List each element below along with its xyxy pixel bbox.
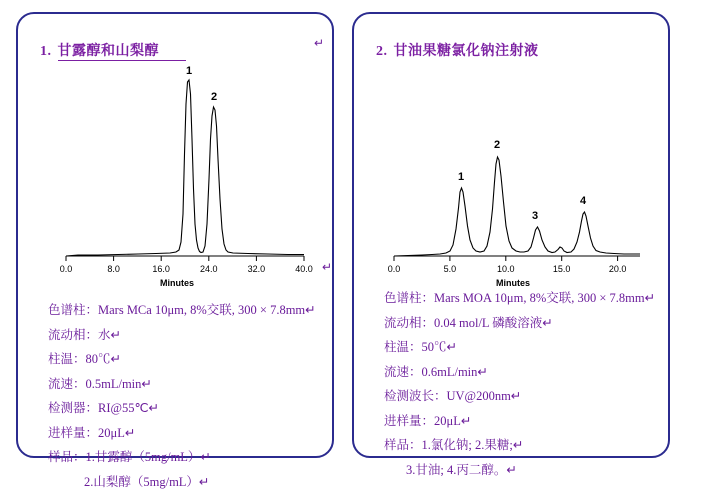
svg-text:2: 2 xyxy=(210,91,218,103)
paragraph-mark-2: ↵ xyxy=(322,260,333,274)
spec-sample-2-2: 3.甘油; 4.丙二醇。↵ xyxy=(406,462,517,477)
panel-title-1 xyxy=(40,40,159,60)
panel-title-text-2: 甘油果糖氯化钠注射液 xyxy=(393,44,539,59)
spec-column-1: 色谱柱：Mars MCa 10μm, 8%交联, 300 × 7.8mm↵ xyxy=(48,303,316,317)
spec-detector-1: 检测器：RI@55℃↵ xyxy=(48,401,160,415)
spec-sample-2: 样品：1.氯化钠; 2.果糖;↵ xyxy=(384,438,524,452)
spec-sample-2-1: 2.山梨醇（5mg/mL）↵ xyxy=(84,474,210,489)
paragraph-mark-1: ↵ xyxy=(314,36,325,50)
chromatogram-1 xyxy=(38,64,316,288)
chart-xlabel-1: Minutes xyxy=(159,278,194,288)
svg-text:0.0: 0.0 xyxy=(59,264,73,274)
chart-xlabel-2: Minutes xyxy=(495,278,530,288)
spec-mobile-phase-1: 流动相：水↵ xyxy=(48,327,121,342)
svg-text:32.0: 32.0 xyxy=(247,264,266,274)
chromatogram-2 xyxy=(374,64,652,288)
panel-title-2 xyxy=(376,40,539,60)
spec-mobile-phase-2: 流动相：0.04 mol/L 磷酸溶液↵ xyxy=(384,315,553,330)
spec-list-2 xyxy=(384,292,655,486)
spec-injection-2: 进样量：20μL↵ xyxy=(384,413,472,428)
svg-text:20.0: 20.0 xyxy=(608,264,627,274)
svg-text:0.0: 0.0 xyxy=(387,264,401,274)
spec-injection-1: 进样量：20μL↵ xyxy=(48,425,136,440)
panel-glycerol-fructose xyxy=(352,12,670,477)
svg-text:3: 3 xyxy=(531,210,539,222)
spec-column-temp-1: 柱温：80℃↵ xyxy=(48,352,121,366)
svg-text:40.0: 40.0 xyxy=(295,264,313,274)
spec-sample-1: 样品：1.甘露醇（5mg/mL）↵ xyxy=(48,450,211,464)
panel-number-1: 1. xyxy=(40,44,52,59)
svg-text:4: 4 xyxy=(579,195,587,207)
panel-mannitol-sorbitol xyxy=(16,12,334,489)
spec-detection-wavelength-2: 检测波长：UV@200nm↵ xyxy=(384,389,522,403)
svg-text:2: 2 xyxy=(493,139,501,151)
svg-text:24.0: 24.0 xyxy=(200,264,218,274)
svg-text:10.0: 10.0 xyxy=(497,264,515,274)
panel-number-2: 2. xyxy=(376,44,388,59)
spec-flow-rate-1: 流速：0.5mL/min↵ xyxy=(48,376,152,391)
title-underline-1 xyxy=(58,60,186,61)
panel-title-text-1: 甘露醇和山梨醇 xyxy=(57,44,159,59)
svg-text:16.0: 16.0 xyxy=(152,264,170,274)
svg-text:5.0: 5.0 xyxy=(443,264,457,274)
spec-column-temp-2: 柱温：50℃↵ xyxy=(384,340,457,354)
spec-column-2: 色谱柱：Mars MOA 10μm, 8%交联, 300 × 7.8mm↵ xyxy=(384,291,656,305)
spec-list-1 xyxy=(48,304,316,498)
svg-text:1: 1 xyxy=(185,65,193,77)
svg-text:15.0: 15.0 xyxy=(552,264,571,274)
svg-text:8.0: 8.0 xyxy=(107,264,120,274)
svg-text:1: 1 xyxy=(457,171,465,183)
spec-flow-rate-2: 流速：0.6mL/min↵ xyxy=(384,364,488,379)
